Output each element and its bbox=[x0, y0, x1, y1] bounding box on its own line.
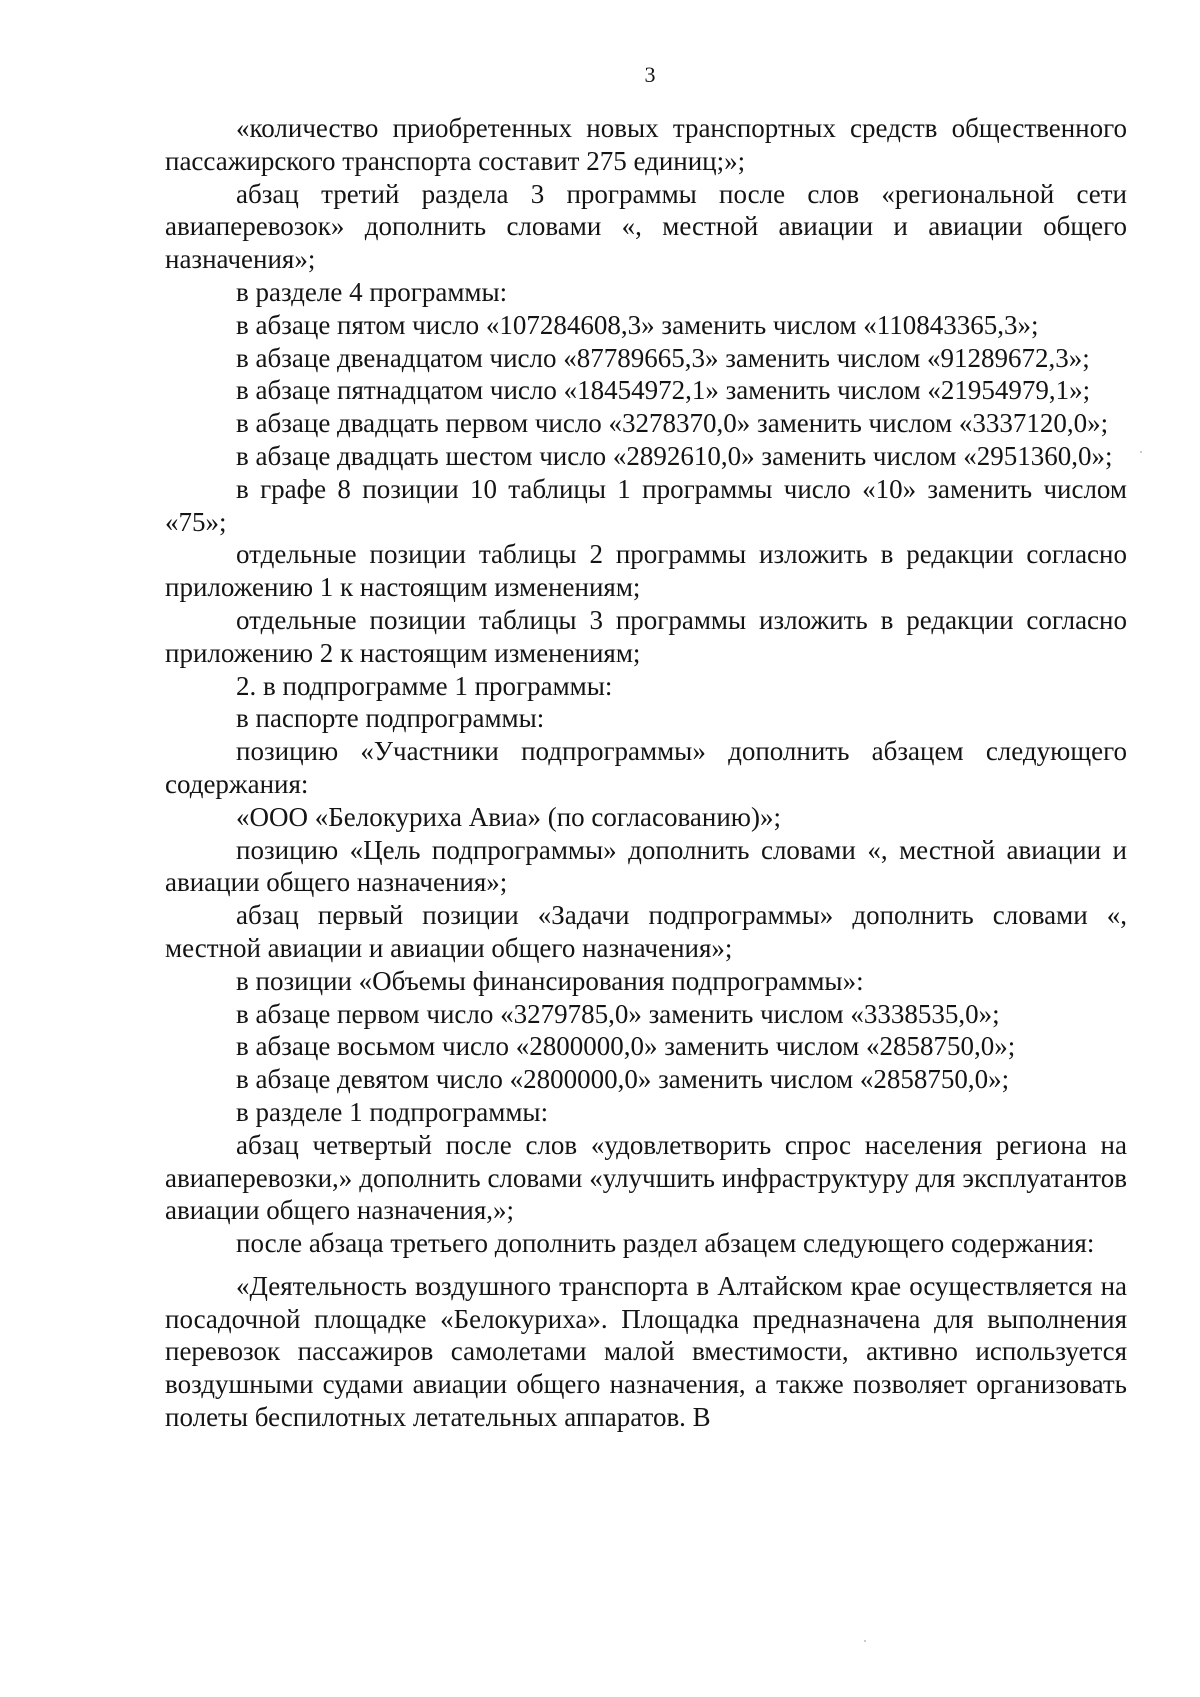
paragraph: в абзаце двенадцатом число «87789665,3» заменить числом «91289672,3»; bbox=[236, 342, 1090, 373]
scan-speck bbox=[1140, 451, 1142, 453]
paragraph: в абзаце пятом число «107284608,3» заменить числом «110843365,3»; bbox=[236, 309, 1039, 340]
paragraph: в абзаце пятнадцатом число «18454972,1» заменить числом «21954979,1»; bbox=[236, 375, 1091, 406]
paragraph: абзац четвертый после слов «удовлетворить спрос населения региона на авиаперевозки,» дополнить словами «улучшить инфраструктуру для эксплуатантов авиации общего назначения,»; bbox=[165, 1129, 1127, 1226]
paragraph: в графе 8 позиции 10 таблицы 1 программы число «10» заменить числом «75»; bbox=[165, 473, 1127, 537]
paragraph: отдельные позиции таблицы 3 программы изложить в редакции согласно приложению 2 к настоящим изменениям; bbox=[165, 604, 1127, 668]
page-number: 3 bbox=[644, 62, 656, 87]
paragraph: «Деятельность воздушного транспорта в Алтайском крае осуществляется на посадочной площадке «Белокуриха». Площадка предназначена для выполнения перевозок пассажиров самолетами малой вместимости, активно используется воздушными судами авиации общего назначения, а также позволяет организовать полеты беспилотных летательных аппаратов. В bbox=[165, 1270, 1127, 1433]
paragraph: после абзаца третьего дополнить раздел абзацем следующего содержания: bbox=[236, 1228, 1095, 1259]
paragraph: абзац первый позиции «Задачи подпрограммы» дополнить словами «, местной авиации и авиации общего назначения»; bbox=[165, 900, 1127, 963]
paragraph: «количество приобретенных новых транспортных средств общественного пассажирского транспорта составит 275 единиц;»; bbox=[165, 113, 1127, 176]
paragraph: отдельные позиции таблицы 2 программы изложить в редакции согласно приложению 1 к настоящим изменениям; bbox=[165, 539, 1127, 603]
paragraph: в абзаце девятом число «2800000,0» заменить числом «2858750,0»; bbox=[236, 1064, 1010, 1095]
paragraph: в абзаце двадцать первом число «3278370,0» заменить числом «3337120,0»; bbox=[236, 408, 1109, 439]
paragraph: в абзаце двадцать шестом число «2892610,0» заменить числом «2951360,0»; bbox=[236, 440, 1113, 471]
paragraph: в разделе 1 подпрограммы: bbox=[236, 1096, 549, 1127]
paragraph: в разделе 4 программы: bbox=[236, 276, 508, 307]
document-body bbox=[165, 112, 1127, 1434]
paragraph: в абзаце первом число «3279785,0» заменить числом «3338535,0»; bbox=[236, 998, 1000, 1029]
paragraph: в позиции «Объемы финансирования подпрограммы»: bbox=[236, 965, 864, 996]
paragraph: 2. в подпрограмме 1 программы: bbox=[236, 670, 613, 701]
paragraph: абзац третий раздела 3 программы после слов «региональной сети авиаперевозок» дополнить словами «, местной авиации и авиации общего назначения»; bbox=[165, 178, 1127, 275]
paragraph: в паспорте подпрограммы: bbox=[236, 703, 545, 734]
scan-speck bbox=[864, 1640, 866, 1642]
paragraph: позицию «Участники подпрограммы» дополнить абзацем следующего содержания: bbox=[165, 736, 1127, 799]
paragraph: позицию «Цель подпрограммы» дополнить словами «, местной авиации и авиации общего назначения»; bbox=[165, 834, 1127, 898]
paragraph: «ООО «Белокуриха Авиа» (по согласованию)»; bbox=[236, 801, 781, 832]
paragraph: в абзаце восьмом число «2800000,0» заменить числом «2858750,0»; bbox=[236, 1031, 1016, 1062]
